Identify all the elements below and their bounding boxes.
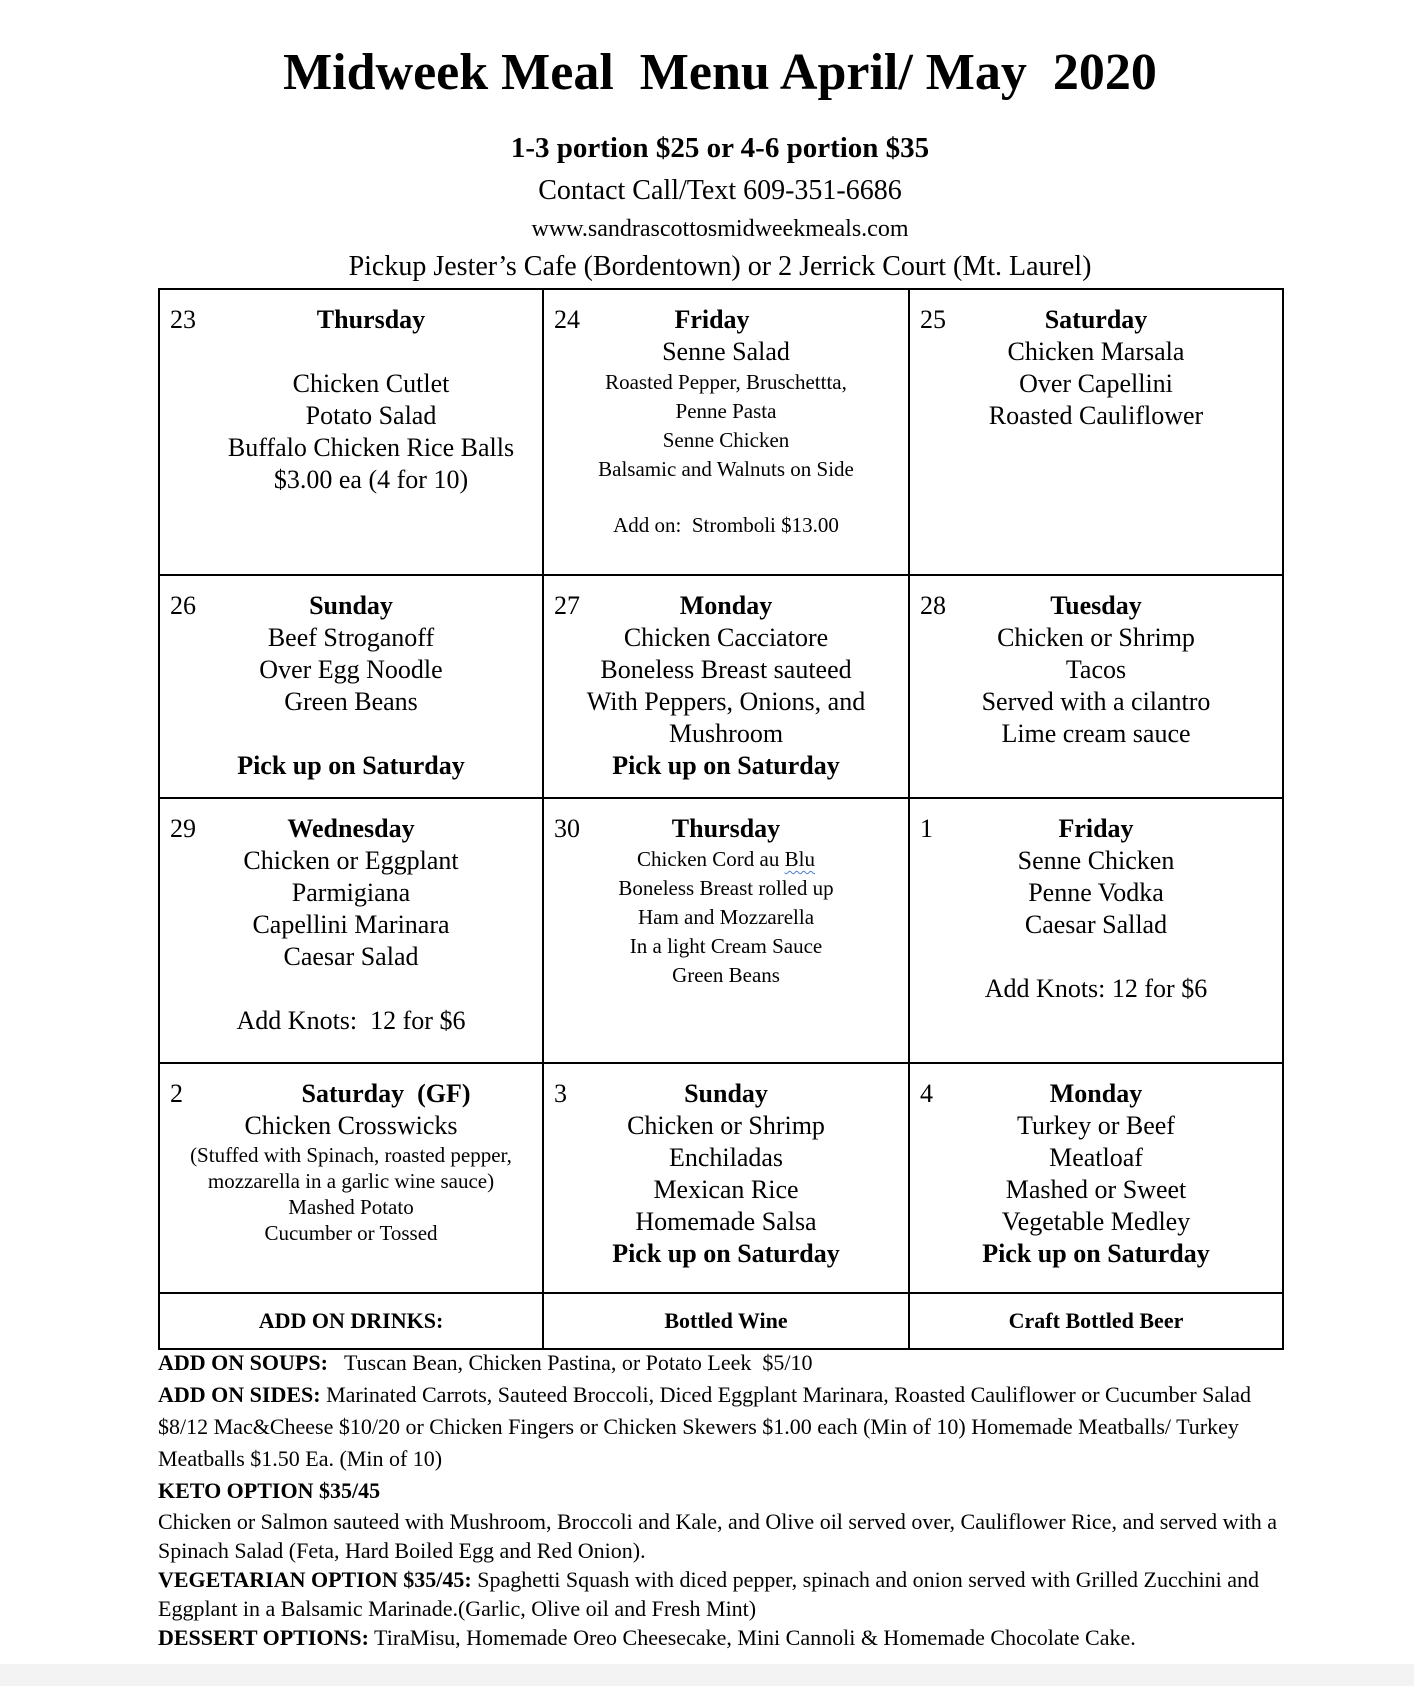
pickup-note: Pick up on Saturday xyxy=(237,751,465,780)
drinks-beer: Craft Bottled Beer xyxy=(1008,1308,1184,1333)
dessert-text: TiraMisu, Homemade Oreo Cheesecake, Mini Cannoli & Homemade Chocolate Cake. xyxy=(368,1625,1136,1650)
menu-line: (Stuffed with Spinach, roasted pepper, xyxy=(190,1143,512,1167)
day-number: 25 xyxy=(920,305,946,334)
menu-line xyxy=(544,845,908,874)
day-number: 23 xyxy=(170,305,196,334)
menu-line: Ham and Mozzarella xyxy=(637,905,815,929)
vegetarian-note xyxy=(158,1565,1298,1623)
vegetarian-text: Spaghetti Squash with diced pepper, spinach and onion served with Grilled Zucchini and Eggplant in a Balsamic Marinade.(Garlic, Olive oil and Fresh Mint) xyxy=(158,1567,1260,1621)
day-number: 3 xyxy=(554,1079,567,1108)
menu-line: Tacos xyxy=(1065,655,1127,684)
menu-line: Parmigiana xyxy=(291,878,411,907)
sides-note xyxy=(158,1379,1298,1475)
menu-line: Mashed or Sweet xyxy=(1005,1175,1187,1204)
day-number: 29 xyxy=(170,814,196,843)
day-cell xyxy=(909,289,1283,575)
menu-line: Vegetable Medley xyxy=(1001,1207,1191,1236)
day-number: 28 xyxy=(920,591,946,620)
day-cell xyxy=(909,1063,1283,1293)
menu-line: mozzarella in a garlic wine sauce) xyxy=(207,1169,495,1193)
keto-text: Chicken or Salmon sauteed with Mushroom, Broccoli and Kale, and Olive oil served over, Cauliflower Rice, and served with a Spinach Salad (Feta, Hard Boiled Egg and Red Onion). xyxy=(158,1509,1278,1563)
menu-line: Senne Chicken xyxy=(1017,846,1175,875)
page-bottom-edge xyxy=(0,1664,1414,1686)
day-number: 27 xyxy=(554,591,580,620)
soups-label: ADD ON SOUPS: xyxy=(158,1350,328,1375)
menu-line: Homemade Salsa xyxy=(635,1207,817,1236)
sides-text: Marinated Carrots, Sauteed Broccoli, Diced Eggplant Marinara, Roasted Cauliflower or Cucumber Salad $8/12 Mac&Cheese $10/20 or Chicken Fingers or Chicken Skewers $1.00 each (Min of 10) Homemade Meatballs/ Turkey Meatballs $1.50 Ea. (Min of 10) xyxy=(158,1382,1252,1471)
day-cell xyxy=(543,798,909,1063)
sides-label: ADD ON SIDES: xyxy=(158,1382,321,1407)
drinks-label-cell xyxy=(159,1293,543,1349)
day-name: Friday xyxy=(674,305,750,334)
menu-line: Roasted Pepper, Bruschettta, xyxy=(605,370,847,394)
website-line: www.sandrascottosmidweekmeals.com xyxy=(531,216,909,242)
menu-line: Cucumber or Tossed xyxy=(264,1221,438,1245)
menu-line: Lime cream sauce xyxy=(1001,719,1191,748)
drinks-label: ADD ON DRINKS: xyxy=(258,1308,444,1333)
day-number: 30 xyxy=(554,814,580,843)
menu-line: $3.00 ea (4 for 10) xyxy=(273,465,469,494)
pickup-locations: Pickup Jester’s Cafe (Bordentown) or 2 Jerrick Court (Mt. Laurel) xyxy=(348,251,1092,282)
menu-line: Penne Pasta xyxy=(675,399,777,423)
vegetarian-label: VEGETARIAN OPTION $35/45: xyxy=(158,1567,472,1592)
day-number: 1 xyxy=(920,814,933,843)
day-name: Wednesday xyxy=(287,814,415,843)
day-cell xyxy=(159,1063,543,1293)
day-cell xyxy=(159,798,543,1063)
dessert-label: DESSERT OPTIONS: xyxy=(158,1625,369,1650)
menu-calendar-table xyxy=(158,288,1284,1350)
add-on-line: Add on: Stromboli $13.00 xyxy=(613,513,839,537)
add-on-line: Add Knots: 12 for $6 xyxy=(236,1006,466,1035)
menu-line: Caesar Salad xyxy=(283,942,419,971)
day-cell xyxy=(159,289,543,575)
day-name: Monday xyxy=(679,591,773,620)
day-number: 2 xyxy=(170,1079,183,1108)
spellcheck-word: Blu xyxy=(784,847,815,871)
pickup-note: Pick up on Saturday xyxy=(982,1239,1210,1268)
day-number: 24 xyxy=(554,305,580,334)
day-name: Thursday xyxy=(316,305,426,334)
menu-line: Meatloaf xyxy=(1049,1143,1143,1172)
soups-text: Tuscan Bean, Chicken Pastina, or Potato Leek $5/10 xyxy=(327,1350,813,1375)
menu-line: Mashed Potato xyxy=(288,1195,414,1219)
menu-line: Chicken or Shrimp xyxy=(997,623,1195,652)
day-name: Saturday (GF) xyxy=(301,1079,471,1108)
day-name: Monday xyxy=(1049,1079,1143,1108)
menu-line: Over Egg Noodle xyxy=(259,655,443,684)
menu-line: In a light Cream Sauce xyxy=(629,934,823,958)
menu-line-text: Chicken Cord au xyxy=(637,847,785,871)
menu-line: Chicken Marsala xyxy=(1007,337,1185,366)
day-cell xyxy=(909,798,1283,1063)
day-cell xyxy=(159,575,543,798)
pickup-note: Pick up on Saturday xyxy=(612,751,840,780)
menu-line xyxy=(200,336,542,368)
menu-line: Roasted Cauliflower xyxy=(988,401,1204,430)
menu-line: Senne Chicken xyxy=(662,428,790,452)
menu-line: Served with a cilantro xyxy=(981,687,1211,716)
day-name: Saturday xyxy=(1044,305,1148,334)
menu-line: Chicken Cutlet xyxy=(292,369,450,398)
day-number: 4 xyxy=(920,1079,933,1108)
keto-label: KETO OPTION $35/45 xyxy=(158,1478,381,1503)
menu-line: Mexican Rice xyxy=(653,1175,799,1204)
menu-line: Beef Stroganoff xyxy=(267,623,435,652)
day-cell xyxy=(543,1063,909,1293)
menu-line: Enchiladas xyxy=(668,1143,784,1172)
menu-line: Over Capellini xyxy=(1019,369,1173,398)
day-number: 26 xyxy=(170,591,196,620)
drinks-wine: Bottled Wine xyxy=(664,1308,788,1333)
portion-pricing: 1-3 portion $25 or 4-6 portion $35 xyxy=(510,132,930,164)
drinks-beer-cell xyxy=(909,1293,1283,1349)
menu-line: Mushroom xyxy=(668,719,784,748)
menu-line: Chicken Crosswicks xyxy=(244,1111,458,1140)
menu-line: Capellini Marinara xyxy=(252,910,450,939)
menu-line: Boneless Breast sauteed xyxy=(600,655,852,684)
menu-line: Chicken or Eggplant xyxy=(243,846,459,875)
day-name: Thursday xyxy=(671,814,781,843)
dessert-note xyxy=(158,1623,1298,1652)
add-on-line: Add Knots: 12 for $6 xyxy=(984,974,1208,1003)
menu-title: Midweek Meal Menu April/ May 2020 xyxy=(283,44,1157,101)
menu-line: Chicken or Shrimp xyxy=(627,1111,825,1140)
day-name: Friday xyxy=(1058,814,1134,843)
menu-line: Potato Salad xyxy=(305,401,437,430)
day-cell xyxy=(543,575,909,798)
menu-line: Buffalo Chicken Rice Balls xyxy=(227,433,515,462)
day-name: Sunday xyxy=(684,1079,768,1108)
contact-line: Contact Call/Text 609-351-6686 xyxy=(538,175,902,206)
menu-line: Penne Vodka xyxy=(1028,878,1164,907)
menu-line: Chicken Cacciatore xyxy=(623,623,829,652)
add-on-notes xyxy=(158,1347,1298,1652)
soups-note xyxy=(158,1347,1298,1379)
menu-line: Green Beans xyxy=(672,963,780,987)
menu-line: With Peppers, Onions, and xyxy=(586,687,866,716)
pickup-note: Pick up on Saturday xyxy=(612,1239,840,1268)
day-cell xyxy=(909,575,1283,798)
day-cell xyxy=(543,289,909,575)
menu-line: Balsamic and Walnuts on Side xyxy=(598,457,854,481)
menu-line: Boneless Breast rolled up xyxy=(618,876,834,900)
day-name: Sunday xyxy=(309,591,393,620)
menu-line: Caesar Sallad xyxy=(1024,910,1168,939)
menu-line: Green Beans xyxy=(284,687,418,716)
menu-line: Senne Salad xyxy=(662,337,790,366)
day-name: Tuesday xyxy=(1050,591,1142,620)
menu-line: Turkey or Beef xyxy=(1017,1111,1175,1140)
drinks-wine-cell xyxy=(543,1293,909,1349)
